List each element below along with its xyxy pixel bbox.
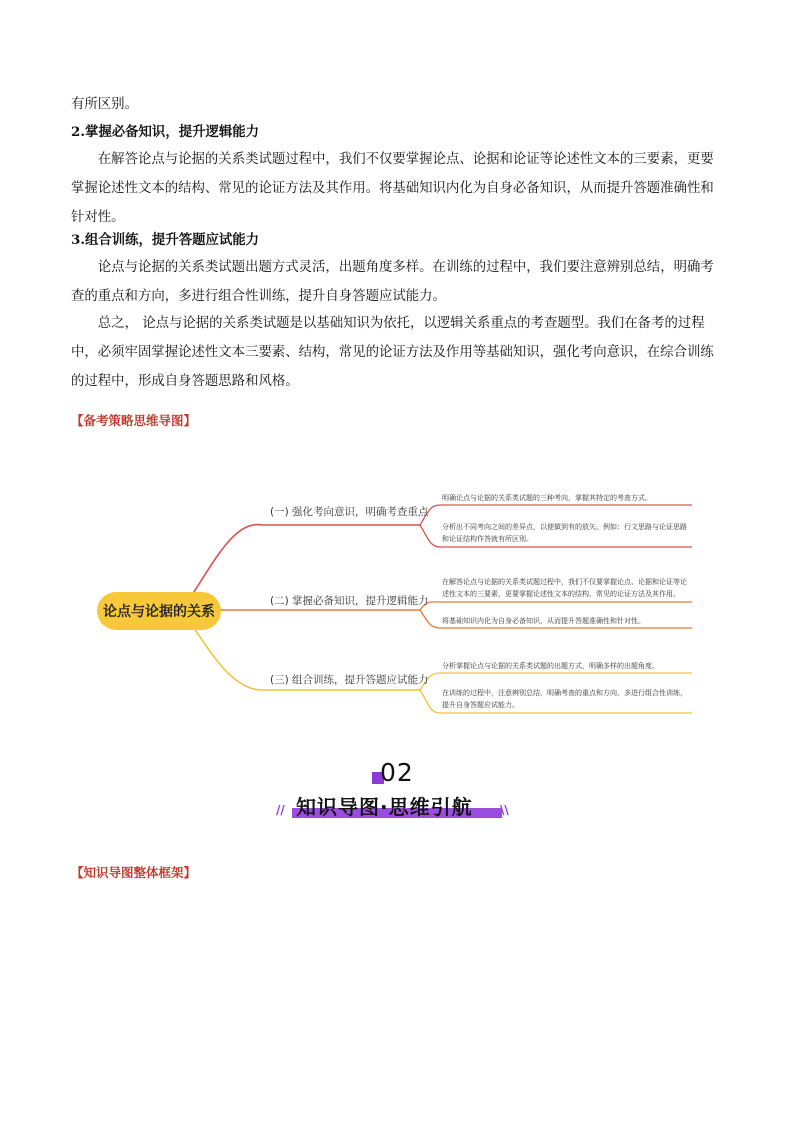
leaf-line-3-1: [420, 673, 692, 690]
section-title-strategy: 【备考策略思维导图】: [71, 413, 197, 428]
banner-title: [292, 793, 502, 819]
banner-number: 02: [380, 758, 414, 787]
paragraph-2: 在解答论点与论据的关系类试题过程中，我们不仅要掌握论点、论据和论证等论述性文本的三要素，更要掌握论述性文本的结构、常见的论证方法及其作用。将基础知识内化为自身必备知识，从而提升答题准确性和针对性。: [71, 152, 714, 225]
section-title-framework: 【知识导图整体框架】: [71, 865, 197, 880]
branch-label-1: (一) 强化考向意识，明确考查重点: [270, 506, 429, 518]
paragraph-continuation: 有所区别。: [71, 97, 138, 112]
leaf-3-2b: 提升自身答题应试能力。: [442, 701, 519, 709]
mind-map-root: 论点与论据的关系: [103, 604, 215, 620]
heading-3: 3.组合训练，提升答题应试能力: [71, 232, 260, 248]
leaf-line-1-1: [420, 505, 692, 525]
leaf-2-2: 将基础知识内化为自身必备知识，从而提升答题准确性和针对性。: [442, 617, 645, 625]
leaf-3-2a: 在训练的过程中，注意辨别总结，明确考查的重点和方向，多进行组合性训练，: [442, 689, 687, 697]
banner-right-mark: \\: [500, 803, 509, 817]
leaf-line-2-1: [420, 602, 692, 610]
banner-left-mark: //: [276, 803, 285, 817]
leaf-1-2b: 和论证结构作答就有所区别。: [442, 535, 533, 543]
leaf-3-1: 分析掌握论点与论据的关系类试题的出题方式，明确多样的出题角度。: [442, 662, 659, 670]
paragraph-3: 论点与论据的关系类试题出题方式灵活，出题角度多样。在训练的过程中，我们要注意辨别总结，明确考查的重点和方向，多进行组合性训练，提升自身答题应试能力。: [71, 260, 714, 304]
branch-label-3: (三) 组合训练，提升答题应试能力: [270, 674, 429, 686]
leaf-1-2a: 分析出不同考向之间的差异点，以便做到有的放矢。例如：行文思路与论证思路: [442, 523, 687, 531]
branch-line-1: [190, 525, 420, 598]
banner-title-text: 知识导图·思维引航: [296, 795, 473, 819]
heading-2: 2.掌握必备知识，提升逻辑能力: [71, 124, 260, 140]
leaf-1-1: 明确论点与论据的关系类试题的三种考向，掌握其特定的考查方式。: [442, 494, 652, 502]
paragraph-4: 总之， 论点与论据的关系类试题是以基础知识为依托，以逻辑关系重点的考查题型。我们在备考的过程中，必须牢固掌握论述性文本三要素、结构，常见的论证方法及作用等基础知识，强化考向意识，在综合训练的过程中，形成自身答题思路和风格。: [71, 316, 714, 389]
branch-label-2: (二) 掌握必备知识，提升逻辑能力: [270, 595, 429, 607]
leaf-2-1a: 在解答论点与论据的关系类试题过程中，我们不仅要掌握论点、论据和论证等论: [442, 578, 687, 586]
leaf-2-1b: 述性文本的三要素，更要掌握论述性文本的结构、常见的论证方法及其作用。: [442, 590, 680, 598]
